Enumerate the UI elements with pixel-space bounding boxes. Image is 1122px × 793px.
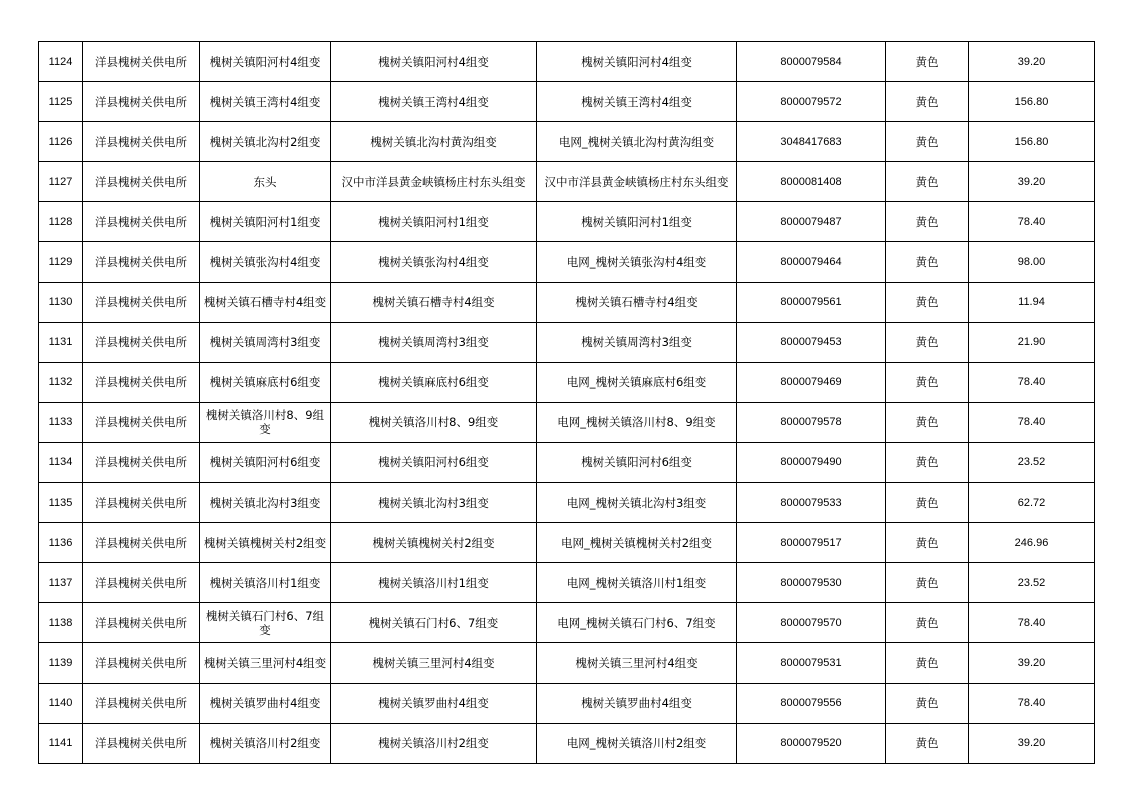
amount-cell: 62.72 bbox=[969, 483, 1095, 523]
transformer-name-cell: 槐树关镇三里河村4组变 bbox=[331, 643, 537, 683]
table-row bbox=[39, 322, 1095, 362]
transformer-full-name-cell: 槐树关镇周湾村3组变 bbox=[537, 322, 737, 362]
power-station-cell: 洋县槐树关供电所 bbox=[83, 242, 200, 282]
table-row bbox=[39, 402, 1095, 442]
table-row bbox=[39, 282, 1095, 322]
location-cell: 槐树关镇阳河村1组变 bbox=[200, 202, 331, 242]
transformer-name-cell: 槐树关镇王湾村4组变 bbox=[331, 82, 537, 122]
asset-code-cell: 8000079490 bbox=[737, 442, 886, 482]
transformer-full-name-cell: 汉中市洋县黄金峡镇杨庄村东头组变 bbox=[537, 162, 737, 202]
amount-cell: 156.80 bbox=[969, 122, 1095, 162]
transformer-full-name-cell: 电网_槐树关镇槐树关村2组变 bbox=[537, 523, 737, 563]
warning-level-cell: 黄色 bbox=[886, 643, 969, 683]
row-number-cell: 1128 bbox=[39, 202, 83, 242]
power-station-cell: 洋县槐树关供电所 bbox=[83, 523, 200, 563]
power-station-cell: 洋县槐树关供电所 bbox=[83, 362, 200, 402]
location-cell: 槐树关镇槐树关村2组变 bbox=[200, 523, 331, 563]
power-station-cell: 洋县槐树关供电所 bbox=[83, 402, 200, 442]
warning-level-cell: 黄色 bbox=[886, 402, 969, 442]
power-station-cell: 洋县槐树关供电所 bbox=[83, 202, 200, 242]
transformer-name-cell: 槐树关镇槐树关村2组变 bbox=[331, 523, 537, 563]
amount-cell: 78.40 bbox=[969, 202, 1095, 242]
amount-cell: 78.40 bbox=[969, 683, 1095, 723]
transformer-full-name-cell: 电网_槐树关镇北沟村3组变 bbox=[537, 483, 737, 523]
power-station-cell: 洋县槐树关供电所 bbox=[83, 563, 200, 603]
amount-cell: 23.52 bbox=[969, 563, 1095, 603]
table-row bbox=[39, 683, 1095, 723]
table-body bbox=[39, 42, 1095, 764]
power-station-cell: 洋县槐树关供电所 bbox=[83, 683, 200, 723]
transformer-full-name-cell: 槐树关镇阳河村4组变 bbox=[537, 42, 737, 82]
row-number-cell: 1138 bbox=[39, 603, 83, 643]
warning-level-cell: 黄色 bbox=[886, 603, 969, 643]
power-station-cell: 洋县槐树关供电所 bbox=[83, 162, 200, 202]
table-row bbox=[39, 483, 1095, 523]
power-station-cell: 洋县槐树关供电所 bbox=[83, 603, 200, 643]
transformer-name-cell: 槐树关镇洛川村1组变 bbox=[331, 563, 537, 603]
transformer-full-name-cell: 槐树关镇王湾村4组变 bbox=[537, 82, 737, 122]
table-row bbox=[39, 42, 1095, 82]
amount-cell: 78.40 bbox=[969, 402, 1095, 442]
data-table bbox=[38, 41, 1095, 764]
transformer-full-name-cell: 槐树关镇罗曲村4组变 bbox=[537, 683, 737, 723]
asset-code-cell: 8000079584 bbox=[737, 42, 886, 82]
asset-code-cell: 8000079561 bbox=[737, 282, 886, 322]
location-cell: 槐树关镇洛川村2组变 bbox=[200, 723, 331, 763]
location-cell: 槐树关镇北沟村3组变 bbox=[200, 483, 331, 523]
location-cell: 槐树关镇石槽寺村4组变 bbox=[200, 282, 331, 322]
table-row bbox=[39, 202, 1095, 242]
warning-level-cell: 黄色 bbox=[886, 202, 969, 242]
transformer-full-name-cell: 电网_槐树关镇洛川村8、9组变 bbox=[537, 402, 737, 442]
location-cell: 槐树关镇阳河村4组变 bbox=[200, 42, 331, 82]
amount-cell: 21.90 bbox=[969, 322, 1095, 362]
warning-level-cell: 黄色 bbox=[886, 483, 969, 523]
asset-code-cell: 8000079572 bbox=[737, 82, 886, 122]
asset-code-cell: 3048417683 bbox=[737, 122, 886, 162]
row-number-cell: 1139 bbox=[39, 643, 83, 683]
amount-cell: 39.20 bbox=[969, 42, 1095, 82]
transformer-name-cell: 槐树关镇周湾村3组变 bbox=[331, 322, 537, 362]
amount-cell: 23.52 bbox=[969, 442, 1095, 482]
row-number-cell: 1133 bbox=[39, 402, 83, 442]
transformer-full-name-cell: 电网_槐树关镇洛川村2组变 bbox=[537, 723, 737, 763]
row-number-cell: 1124 bbox=[39, 42, 83, 82]
transformer-name-cell: 槐树关镇阳河村6组变 bbox=[331, 442, 537, 482]
transformer-name-cell: 槐树关镇洛川村8、9组变 bbox=[331, 402, 537, 442]
table-row bbox=[39, 523, 1095, 563]
transformer-full-name-cell: 电网_槐树关镇麻底村6组变 bbox=[537, 362, 737, 402]
transformer-full-name-cell: 电网_槐树关镇张沟村4组变 bbox=[537, 242, 737, 282]
location-cell: 槐树关镇罗曲村4组变 bbox=[200, 683, 331, 723]
transformer-full-name-cell: 槐树关镇石槽寺村4组变 bbox=[537, 282, 737, 322]
asset-code-cell: 8000079453 bbox=[737, 322, 886, 362]
row-number-cell: 1140 bbox=[39, 683, 83, 723]
transformer-full-name-cell: 电网_槐树关镇北沟村黄沟组变 bbox=[537, 122, 737, 162]
power-station-cell: 洋县槐树关供电所 bbox=[83, 322, 200, 362]
transformer-name-cell: 槐树关镇张沟村4组变 bbox=[331, 242, 537, 282]
power-station-cell: 洋县槐树关供电所 bbox=[83, 122, 200, 162]
amount-cell: 39.20 bbox=[969, 723, 1095, 763]
warning-level-cell: 黄色 bbox=[886, 362, 969, 402]
location-cell: 槐树关镇阳河村6组变 bbox=[200, 442, 331, 482]
row-number-cell: 1127 bbox=[39, 162, 83, 202]
location-cell: 槐树关镇麻底村6组变 bbox=[200, 362, 331, 402]
warning-level-cell: 黄色 bbox=[886, 162, 969, 202]
transformer-name-cell: 槐树关镇北沟村黄沟组变 bbox=[331, 122, 537, 162]
warning-level-cell: 黄色 bbox=[886, 322, 969, 362]
table-row bbox=[39, 723, 1095, 763]
asset-code-cell: 8000081408 bbox=[737, 162, 886, 202]
row-number-cell: 1132 bbox=[39, 362, 83, 402]
amount-cell: 78.40 bbox=[969, 603, 1095, 643]
row-number-cell: 1137 bbox=[39, 563, 83, 603]
asset-code-cell: 8000079531 bbox=[737, 643, 886, 683]
asset-code-cell: 8000079570 bbox=[737, 603, 886, 643]
transformer-name-cell: 槐树关镇阳河村4组变 bbox=[331, 42, 537, 82]
row-number-cell: 1129 bbox=[39, 242, 83, 282]
location-cell: 槐树关镇洛川村1组变 bbox=[200, 563, 331, 603]
power-station-cell: 洋县槐树关供电所 bbox=[83, 442, 200, 482]
amount-cell: 246.96 bbox=[969, 523, 1095, 563]
transformer-full-name-cell: 电网_槐树关镇洛川村1组变 bbox=[537, 563, 737, 603]
warning-level-cell: 黄色 bbox=[886, 442, 969, 482]
location-cell: 槐树关镇石门村6、7组变 bbox=[200, 603, 331, 643]
asset-code-cell: 8000079487 bbox=[737, 202, 886, 242]
location-cell: 槐树关镇王湾村4组变 bbox=[200, 82, 331, 122]
asset-code-cell: 8000079556 bbox=[737, 683, 886, 723]
location-cell: 东头 bbox=[200, 162, 331, 202]
warning-level-cell: 黄色 bbox=[886, 282, 969, 322]
location-cell: 槐树关镇北沟村2组变 bbox=[200, 122, 331, 162]
transformer-name-cell: 槐树关镇洛川村2组变 bbox=[331, 723, 537, 763]
location-cell: 槐树关镇周湾村3组变 bbox=[200, 322, 331, 362]
asset-code-cell: 8000079464 bbox=[737, 242, 886, 282]
amount-cell: 39.20 bbox=[969, 643, 1095, 683]
table-row bbox=[39, 82, 1095, 122]
power-station-cell: 洋县槐树关供电所 bbox=[83, 723, 200, 763]
amount-cell: 11.94 bbox=[969, 282, 1095, 322]
table-row bbox=[39, 643, 1095, 683]
transformer-full-name-cell: 槐树关镇三里河村4组变 bbox=[537, 643, 737, 683]
row-number-cell: 1136 bbox=[39, 523, 83, 563]
transformer-name-cell: 槐树关镇北沟村3组变 bbox=[331, 483, 537, 523]
table-row bbox=[39, 442, 1095, 482]
location-cell: 槐树关镇洛川村8、9组变 bbox=[200, 402, 331, 442]
transformer-full-name-cell: 电网_槐树关镇石门村6、7组变 bbox=[537, 603, 737, 643]
table-row bbox=[39, 563, 1095, 603]
location-cell: 槐树关镇张沟村4组变 bbox=[200, 242, 331, 282]
amount-cell: 39.20 bbox=[969, 162, 1095, 202]
transformer-name-cell: 槐树关镇麻底村6组变 bbox=[331, 362, 537, 402]
power-station-cell: 洋县槐树关供电所 bbox=[83, 483, 200, 523]
warning-level-cell: 黄色 bbox=[886, 42, 969, 82]
asset-code-cell: 8000079578 bbox=[737, 402, 886, 442]
power-station-cell: 洋县槐树关供电所 bbox=[83, 643, 200, 683]
table-row bbox=[39, 603, 1095, 643]
table-row bbox=[39, 122, 1095, 162]
location-cell: 槐树关镇三里河村4组变 bbox=[200, 643, 331, 683]
transformer-name-cell: 槐树关镇石槽寺村4组变 bbox=[331, 282, 537, 322]
transformer-name-cell: 槐树关镇罗曲村4组变 bbox=[331, 683, 537, 723]
row-number-cell: 1125 bbox=[39, 82, 83, 122]
amount-cell: 98.00 bbox=[969, 242, 1095, 282]
power-station-cell: 洋县槐树关供电所 bbox=[83, 282, 200, 322]
row-number-cell: 1141 bbox=[39, 723, 83, 763]
warning-level-cell: 黄色 bbox=[886, 242, 969, 282]
asset-code-cell: 8000079530 bbox=[737, 563, 886, 603]
row-number-cell: 1130 bbox=[39, 282, 83, 322]
warning-level-cell: 黄色 bbox=[886, 122, 969, 162]
row-number-cell: 1126 bbox=[39, 122, 83, 162]
asset-code-cell: 8000079517 bbox=[737, 523, 886, 563]
warning-level-cell: 黄色 bbox=[886, 723, 969, 763]
amount-cell: 156.80 bbox=[969, 82, 1095, 122]
transformer-full-name-cell: 槐树关镇阳河村1组变 bbox=[537, 202, 737, 242]
transformer-full-name-cell: 槐树关镇阳河村6组变 bbox=[537, 442, 737, 482]
transformer-name-cell: 汉中市洋县黄金峡镇杨庄村东头组变 bbox=[331, 162, 537, 202]
asset-code-cell: 8000079520 bbox=[737, 723, 886, 763]
asset-code-cell: 8000079533 bbox=[737, 483, 886, 523]
table-row bbox=[39, 242, 1095, 282]
transformer-name-cell: 槐树关镇石门村6、7组变 bbox=[331, 603, 537, 643]
power-station-cell: 洋县槐树关供电所 bbox=[83, 82, 200, 122]
warning-level-cell: 黄色 bbox=[886, 563, 969, 603]
row-number-cell: 1134 bbox=[39, 442, 83, 482]
amount-cell: 78.40 bbox=[969, 362, 1095, 402]
table-row bbox=[39, 162, 1095, 202]
table-row bbox=[39, 362, 1095, 402]
warning-level-cell: 黄色 bbox=[886, 523, 969, 563]
power-station-cell: 洋县槐树关供电所 bbox=[83, 42, 200, 82]
warning-level-cell: 黄色 bbox=[886, 683, 969, 723]
asset-code-cell: 8000079469 bbox=[737, 362, 886, 402]
row-number-cell: 1135 bbox=[39, 483, 83, 523]
warning-level-cell: 黄色 bbox=[886, 82, 969, 122]
transformer-name-cell: 槐树关镇阳河村1组变 bbox=[331, 202, 537, 242]
row-number-cell: 1131 bbox=[39, 322, 83, 362]
